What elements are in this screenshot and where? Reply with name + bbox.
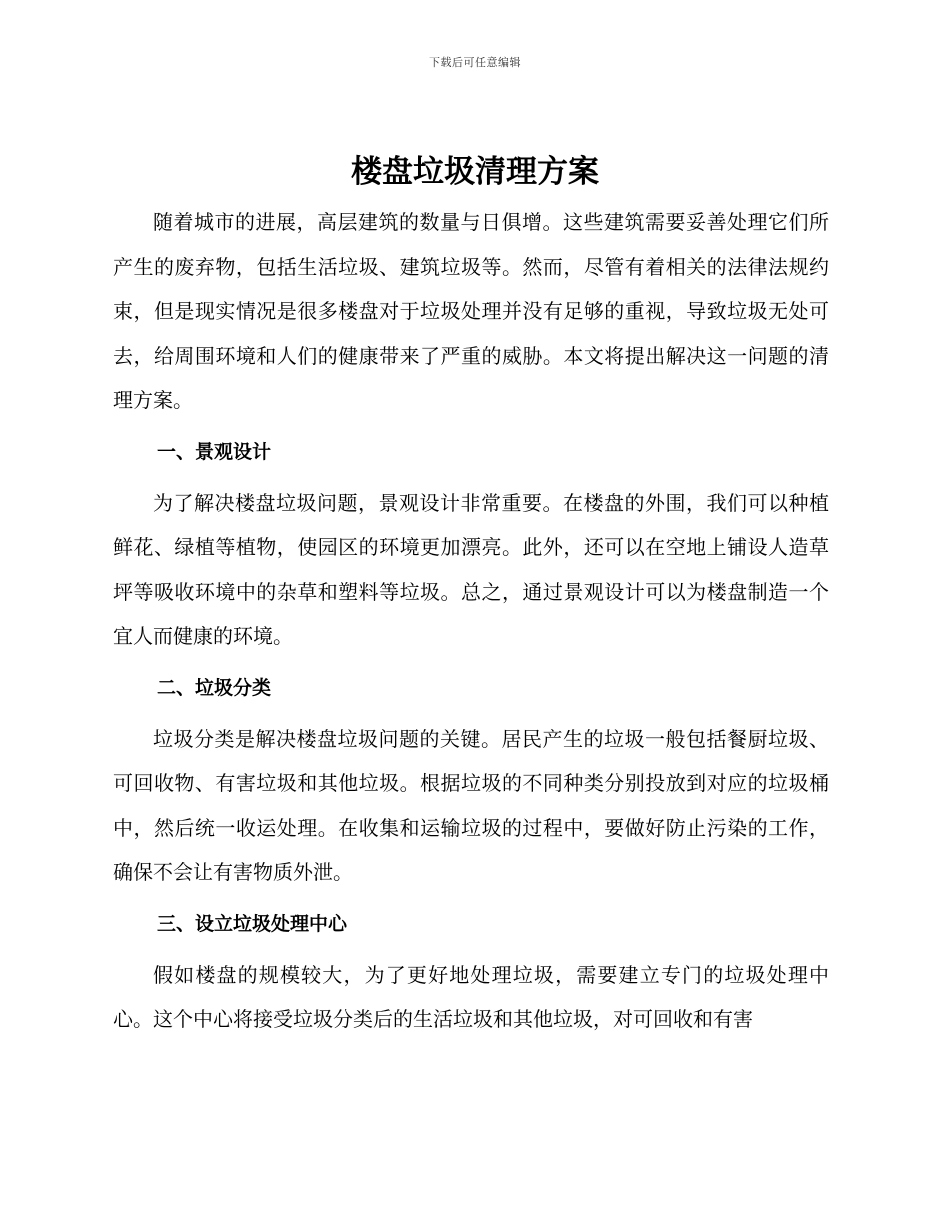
- section-body-sorting: 垃圾分类是解决楼盘垃圾问题的关键。居民产生的垃圾一般包括餐厨垃圾、可回收物、有害垃圾和其他垃圾。根据垃圾的不同种类分别投放到对应的垃圾桶中，然后统一收运处理。在收集和运输垃圾的过程中，要做好防止污染的工作，确保不会让有害物质外泄。: [113, 726, 829, 884]
- intro-paragraph: 随着城市的进展，高层建筑的数量与日俱增。这些建筑需要妥善处理它们所产生的废弃物，包括生活垃圾、建筑垃圾等。然而，尽管有着相关的法律法规约束，但是现实情况是很多楼盘对于垃圾处理并没有足够的重视，导致垃圾无处可去，给周围环境和人们的健康带来了严重的威胁。本文将提出解决这一问题的清理方案。: [113, 210, 829, 412]
- section-heading-landscape: 一、景观设计: [157, 440, 272, 463]
- page-header-note: 下载后可任意编辑: [429, 56, 521, 69]
- section-heading-sorting: 二、垃圾分类: [157, 676, 272, 699]
- document-title: 楼盘垃圾清理方案: [351, 154, 599, 190]
- section-heading-processing-center: 三、设立垃圾处理中心: [157, 912, 348, 935]
- section-body-landscape: 为了解决楼盘垃圾问题，景观设计非常重要。在楼盘的外围，我们可以种植鲜花、绿植等植物，使园区的环境更加漂亮。此外，还可以在空地上铺设人造草坪等吸收环境中的杂草和塑料等垃圾。总之，通过景观设计可以为楼盘制造一个宜人而健康的环境。: [113, 490, 829, 648]
- document-body: [113, 200, 829, 1042]
- section-body-processing-center: 假如楼盘的规模较大，为了更好地处理垃圾，需要建立专门的垃圾处理中心。这个中心将接受垃圾分类后的生活垃圾和其他垃圾，对可回收和有害: [113, 962, 829, 1031]
